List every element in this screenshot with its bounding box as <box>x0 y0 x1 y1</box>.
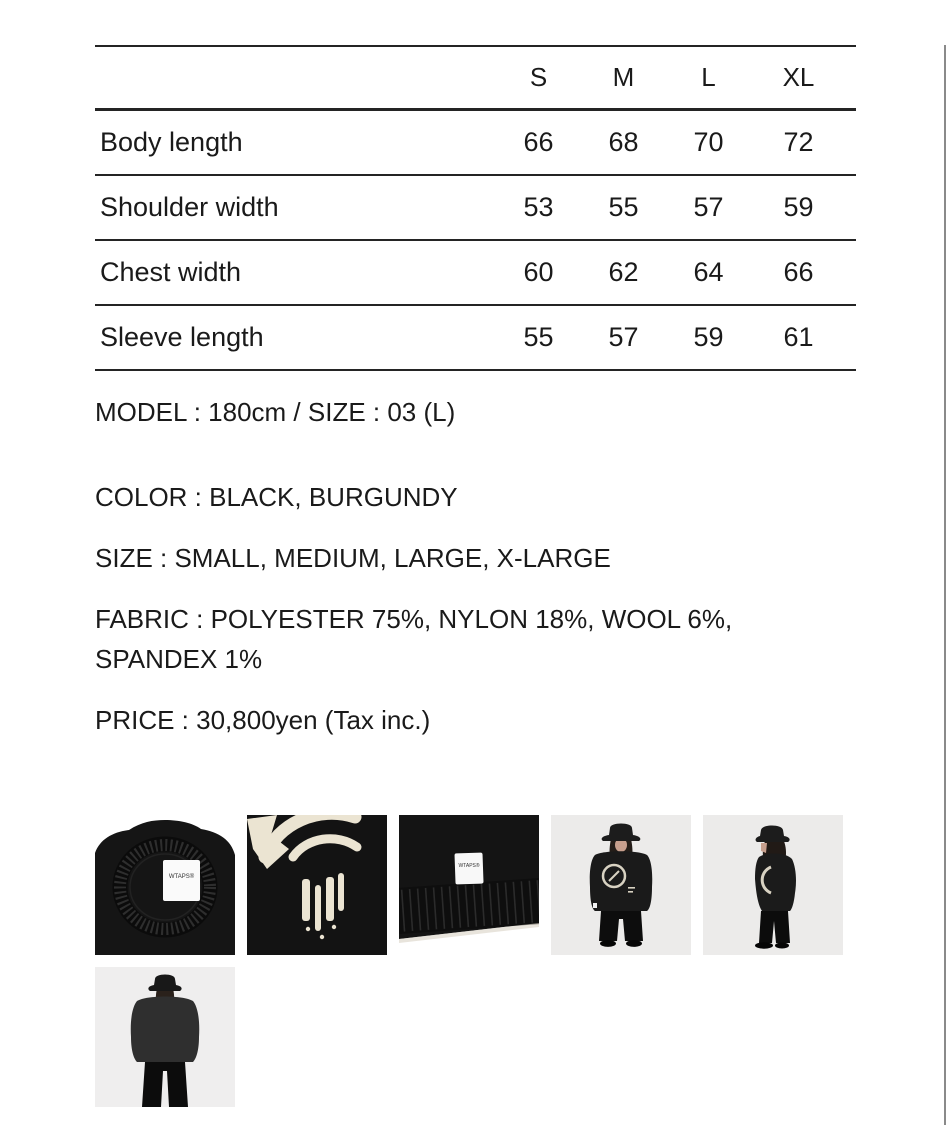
row-label: Chest width <box>95 240 496 305</box>
cell-value: 70 <box>666 110 751 176</box>
size-chart-table <box>95 45 856 371</box>
thumbnail-model-side[interactable] <box>703 815 843 955</box>
model-front-image <box>551 815 691 955</box>
size-column-m: M <box>581 46 666 110</box>
cell-value: 59 <box>666 305 751 370</box>
collar-closeup-image <box>95 815 235 955</box>
size-column-l: L <box>666 46 751 110</box>
thumbnail-jacquard-graphic-closeup[interactable] <box>247 815 387 955</box>
shoe <box>775 943 789 949</box>
shoe <box>755 942 773 948</box>
shoe <box>600 940 616 947</box>
thumbnail-gallery-row-2 <box>95 967 856 1107</box>
size-chart-corner-cell <box>95 46 496 110</box>
jacquard-graphic-image <box>247 815 387 955</box>
table-row-sleeve-length <box>95 305 856 370</box>
cell-value: 66 <box>751 240 856 305</box>
thumbnail-model-front[interactable] <box>551 815 691 955</box>
product-detail-section <box>95 45 856 1107</box>
brand-tag-text: WTAPS® <box>458 863 480 869</box>
shoe <box>626 940 642 947</box>
spec-price: PRICE : 30,800yen (Tax inc.) <box>95 705 431 735</box>
size-column-s: S <box>496 46 581 110</box>
cell-value: 59 <box>751 175 856 240</box>
cell-value: 55 <box>496 305 581 370</box>
sweater <box>131 997 200 1063</box>
size-chart-header-row <box>95 46 856 110</box>
size-column-xl: XL <box>751 46 856 110</box>
row-label: Sleeve length <box>95 305 496 370</box>
model-info-text: MODEL : 180cm / SIZE : 03 (L) <box>95 397 456 427</box>
cell-value: 66 <box>496 110 581 176</box>
model-back-image <box>95 967 235 1107</box>
cell-value: 57 <box>666 175 751 240</box>
hem-closeup-image <box>399 815 539 955</box>
spec-size: SIZE : SMALL, MEDIUM, LARGE, X-LARGE <box>95 543 611 573</box>
model-side-image <box>703 815 843 955</box>
cell-value: 60 <box>496 240 581 305</box>
brand-tag-text: WTAPS® <box>168 874 195 880</box>
thumbnail-hem-closeup[interactable] <box>399 815 539 955</box>
spec-color: COLOR : BLACK, BURGUNDY <box>95 482 458 512</box>
table-row-shoulder-width <box>95 175 856 240</box>
cell-value: 68 <box>581 110 666 176</box>
cell-value: 64 <box>666 240 751 305</box>
cell-value: 72 <box>751 110 856 176</box>
cell-value: 62 <box>581 240 666 305</box>
thumbnail-collar-closeup[interactable] <box>95 815 235 955</box>
cell-value: 53 <box>496 175 581 240</box>
cell-value: 57 <box>581 305 666 370</box>
cell-value: 61 <box>751 305 856 370</box>
product-specs <box>95 477 856 740</box>
spec-fabric: FABRIC : POLYESTER 75%, NYLON 18%, WOOL 6%, SPANDEX 1% <box>95 604 733 674</box>
table-row-body-length <box>95 110 856 176</box>
row-label: Shoulder width <box>95 175 496 240</box>
cell-value: 55 <box>581 175 666 240</box>
sweater <box>590 851 653 911</box>
row-label: Body length <box>95 110 496 176</box>
thumbnail-gallery-row-1 <box>95 815 856 955</box>
thumbnail-model-back[interactable] <box>95 967 235 1107</box>
page-right-edge-line <box>944 45 946 1125</box>
brand-tag <box>163 860 200 901</box>
table-row-chest-width <box>95 240 856 305</box>
